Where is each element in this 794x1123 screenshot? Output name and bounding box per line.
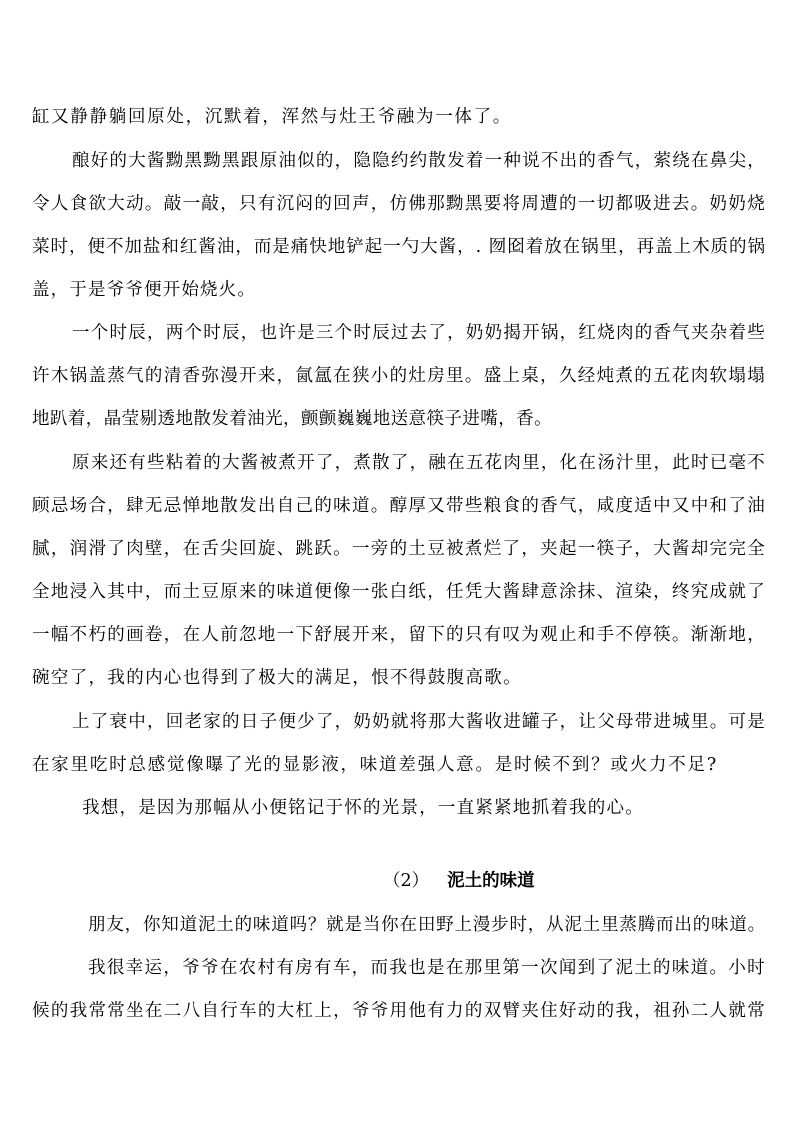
text-line: 一幅不朽的画卷，在人前忽地一下舒展开来，留下的只有叹为观止和手不停筷。渐渐地， <box>32 625 767 645</box>
text-line: 盖，于是爷爷便开始烧火。 <box>32 280 257 300</box>
text-line: 碗空了，我的内心也得到了极大的满足，恨不得鼓腹高歌。 <box>32 668 522 688</box>
text-line: 酿好的大酱黝黑黝黑跟原油似的，隐隐约约散发着一种说不出的香气，萦绕在鼻尖， <box>72 151 767 171</box>
text-line: 我很幸运，爷爷在农村有房有车，而我也是在那里第一次闻到了泥土的味道。小时 <box>88 958 766 978</box>
text-line: 上了衰中，回老家的日子便少了，奶奶就将那大酱收进罐子，让父母带进城里。可是 <box>72 712 767 732</box>
section-number: （2） <box>383 871 430 891</box>
text-line: 朋友，你知道泥土的味道吗？就是当你在田野上漫步时，从泥土里蒸腾而出的味道。 <box>88 915 766 935</box>
text-line: 原来还有些粘着的大酱被煮开了，煮散了，融在五花肉里，化在汤汁里，此时已毫不 <box>72 453 767 473</box>
section-title-text: 泥土的味道 <box>447 871 535 891</box>
text-line: 许木锅盖蒸气的清香弥漫开来，氤氲在狭小的灶房里。盛上桌，久经炖煮的五花肉软塌塌 <box>32 366 767 386</box>
text-line: 候的我常常坐在二八自行车的大杠上，爷爷用他有力的双臂夹住好动的我，祖孙二人就常 <box>32 1001 767 1021</box>
text-line: 顾忌场合，肆无忌惮地散发出自己的味道。醇厚又带些粮食的香气，咸度适中又中和了油 <box>32 496 767 516</box>
text-line: 一个时辰，两个时辰，也许是三个时辰过去了，奶奶揭开锅，红烧肉的香气夹杂着些 <box>72 323 767 343</box>
text-line: 地趴着，晶莹剔透地散发着油光，颤颤巍巍地送意筷子进嘴，香。 <box>32 409 552 429</box>
text-line: 全地浸入其中，而土豆原来的味道便像一张白纸，任凭大酱肆意涂抹、渲染，终究成就了 <box>32 582 767 602</box>
text-line: 腻，润滑了肉壁，在舌尖回旋、跳跃。一旁的土豆被煮烂了，夹起一筷子，大酱却完完全 <box>32 539 767 559</box>
text-line: 在家里吃时总感觉像曝了光的显影液，味道差强人意。是时候不到？或火力不足? <box>32 755 718 775</box>
text-line: 菜时，便不加盐和红酱油，而是痛快地铲起一勺大酱，. 囫囵着放在锅里，再盖上木质的锅 <box>32 237 767 257</box>
text-line: 令人食欲大动。敲一敲，只有沉闷的回声，仿佛那黝黑要将周遭的一切都吸进去。奶奶烧 <box>32 194 767 214</box>
text-line: 我想，是因为那幅从小便铭记于怀的光景，一直紧紧地抓着我的心。 <box>82 798 644 818</box>
section-title <box>383 870 535 892</box>
text-line: 缸又静静躺回原处，沉默着，浑然与灶王爷融为一体了。 <box>32 107 512 127</box>
